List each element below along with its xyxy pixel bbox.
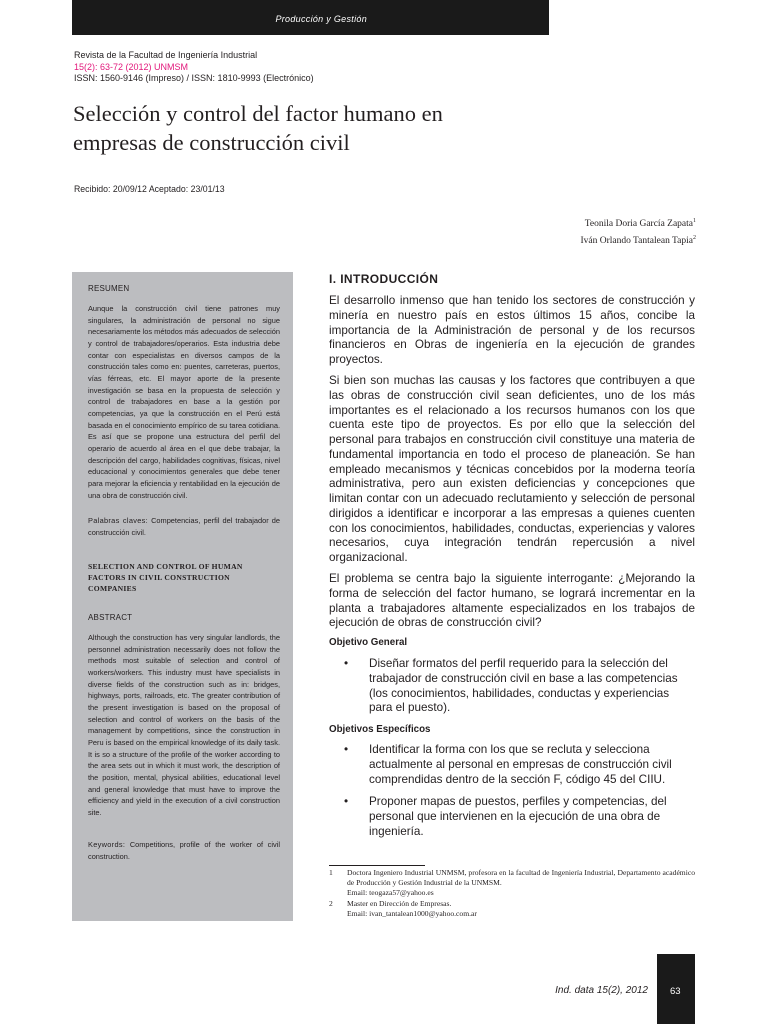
journal-name: Revista de la Facultad de Ingeniería Industrial: [74, 50, 258, 60]
english-title: SELECTION AND CONTROL OF HUMAN FACTORS IN CIVIL CONSTRUCTION COMPANIES: [88, 562, 243, 593]
author-mark: 1: [693, 218, 696, 224]
journal-info: [74, 50, 314, 85]
article-title: [73, 99, 543, 157]
paragraph: El desarrollo inmenso que han tenido los sectores de construcción y minería en nuestro país en estos últimos 15 años, concibe la importancia de la Administración de personal y de los recursos financieros en Obras de ingeniería en la ejecución de grandes proyectos.: [329, 294, 695, 366]
resumen-body: Aunque la construcción civil tiene patrones muy singulares, la administración de personal no sigue necesariamente los métodos más adecuados de selección y control de trabajadores/operarios. Esta industria debe contar con especialistas en diversos campos de la construcción tales como en: puentes, carreteras, puertos, vías férreas, etc. El mayor aporte de la presente investigación se basa en la propuesta de selección y control de trabajadores en base a la gestión por competencias, ya que la construcción en el Perú está basada en el conocimiento empírico de su tarea cotidiana. Es así que se propone una estructura del perfil del operario de acuerdo al área en el que debe trabajar, la descripción del cargo, habilidades cognitivas, físicas, nivel educacional y conocimientos generales que debe tener para mejorar la eficiencia y rentabilidad en la ejecución de una obra de construcción civil.: [88, 304, 280, 500]
author-mark: 2: [693, 234, 696, 241]
abstract-heading: ABSTRACT: [88, 613, 133, 622]
article-title-line: Selección y control del factor humano en: [73, 101, 443, 126]
paragraph: El problema se centra bajo la siguiente interrogante: ¿Mejorando la forma de selección del factor humano, se logrará incrementar en la planta a trabajadores altamente especializados en los trabajos de ejecución de obras de construcción civil?: [329, 572, 695, 630]
footnote-text: [347, 868, 695, 898]
footnote-number: 1: [329, 868, 333, 877]
author: [580, 215, 696, 232]
paragraph: Si bien son muchas las causas y los factores que contribuyen a que las obras de construcción civil sean deficientes, uno de los más importantes es el relacionado a los recursos humanos con los que cuenta este tipo de proyectos. Es por ello que la selección del personal para trabajos en construcción civil constituye una materia de fundamental importancia en todo el proceso de planeación. Se han empleado mecanismos y técnicas concebidos por la moderna teoría administrativa, pero aun existen deficiencias y concepciones que limitan contar con un adecuado reclutamiento y selección de personal dirigidos a identificar e incorporar a las empresas a quienes cuenten con los conocimientos, habilidades, conductas, experiencias y valores necesarios, cuya integración tendrán repercusión a nivel organizacional.: [329, 374, 695, 564]
author-name: Iván Orlando Tantalean Tapia: [580, 235, 693, 246]
received-dates: Recibido: 20/09/12 Aceptado: 23/01/13: [74, 184, 225, 195]
abstract-keywords: [88, 839, 280, 862]
list-item-text: Identificar la forma con los que se recluta y selecciona actualmente al personal en empresas de construcción civil comprendidas dentro de la sección F, código 45 del CIIU.: [369, 743, 672, 786]
journal-volume: 15(2): 63-72 (2012) UNMSM: [74, 61, 189, 72]
journal-issn: ISSN: 1560-9146 (Impreso) / ISSN: 1810-9993 (Electrónico): [74, 73, 314, 83]
abstract-body: Although the construction has very singular landlords, the personnel administration necessarily does not follow the methods most suitable of selection and control of workers/workers. This industry must have specialists in diverse fields of the construction such as in: bridges, highways, ports, railroads, etc. The greater contribution of the present investigation is based on the proposal of selection and control of workers on the basis of the management by competitions, since the construction in Peru is based on the empirical knowledge of its daily task. It is so a structure of the profile of the worker according to the area sets out in which it must work, the description of the position, mental, physical abilities, educational level and general knowledge that must have to improve the efficiency and yield in the execution of a civil construction site.: [88, 633, 280, 817]
list-item-text: Proponer mapas de puestos, perfiles y competencias, del personal que intervienen en la ejecución de una obra de ingeniería.: [369, 795, 667, 838]
section-label: Producción y Gestión: [275, 14, 367, 24]
article-title-line: empresas de construcción civil: [73, 130, 350, 155]
authors: [580, 215, 696, 248]
subheading: Objetivos Específicos: [329, 723, 431, 735]
keywords-label: Keywords:: [88, 840, 126, 849]
keywords-text: Competitions, profile of the worker of civil construction.: [88, 840, 280, 861]
footnote-text: [347, 899, 695, 919]
keywords-text: Competencias, perfil del trabajador de construcción civil.: [88, 516, 280, 537]
author-name: Teonila Doria García Zapata: [584, 219, 693, 230]
author: [580, 232, 696, 249]
section-heading: I. INTRODUCCIÓN: [329, 272, 439, 286]
page-number: 63: [670, 986, 681, 997]
section-header-bar: [72, 0, 549, 35]
bullet-icon: •: [344, 743, 349, 756]
footnote-line: Master en Dirección de Empresas.: [347, 899, 452, 908]
footnote-number: 2: [329, 899, 333, 908]
page-number-box: [657, 954, 695, 1024]
footer-citation: Ind. data 15(2), 2012: [555, 985, 648, 996]
footnote-email: Email: ivan_tantalean1000@yahoo.com.ar: [347, 909, 477, 918]
resumen-heading: RESUMEN: [88, 284, 130, 293]
footnote-email: Email: teogaza57@yahoo.es: [347, 888, 434, 897]
list-item-text: Diseñar formatos del perfil requerido para la selección del trabajador de construcción civil en base a las competencias (los conocimientos, habilidades, conductas y experiencias para el puesto).: [369, 657, 678, 715]
footnote-divider: [329, 865, 425, 866]
subheading: Objetivo General: [329, 636, 408, 648]
abstract-sidebar: [72, 272, 293, 921]
resumen-keywords: [88, 515, 280, 538]
footnote-line: Doctora Ingeniero Industrial UNMSM, profesora en la facultad de Ingeniería Industrial, Departamento académico de Producción y Gestión Industrial de la UNMSM.: [347, 868, 695, 887]
bullet-icon: •: [344, 795, 349, 808]
bullet-icon: •: [344, 657, 349, 670]
keywords-label: Palabras claves:: [88, 516, 149, 525]
